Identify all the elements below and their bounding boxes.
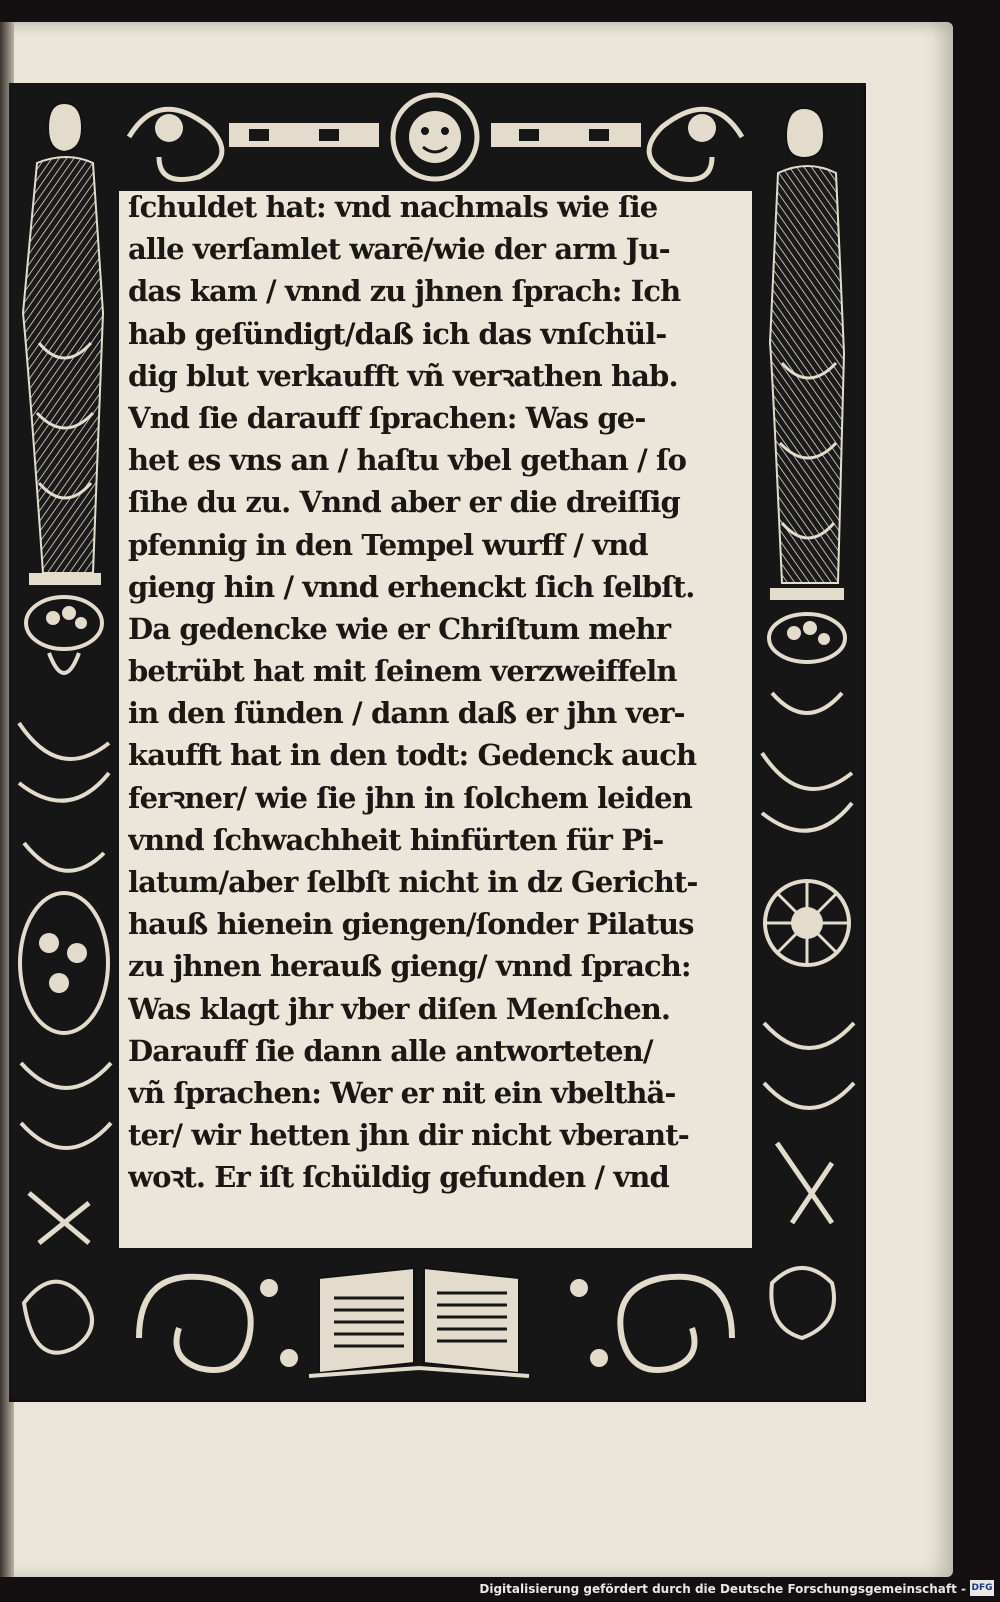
- text-line: hauß hienein giengen/ſonder Pilatus: [128, 907, 694, 942]
- text-line: het es vns an / haſtu vbel gethan / ſo: [128, 443, 687, 478]
- text-line: Da gedencke wie er Chriſtum mehr: [128, 611, 671, 646]
- text-line: gieng hin / vnnd erhenckt ſich ſelbſt.: [128, 569, 695, 604]
- text-line: woꝛt. Er iſt ſchüldig gefunden / vnd: [128, 1160, 669, 1195]
- text-line: alle verſamlet warē/wie der arm Ju-: [128, 232, 670, 267]
- right-border-figure-icon: [752, 83, 862, 1398]
- top-border-sun-face-icon: [119, 83, 752, 191]
- text-line: in den ſünden / dann daß er jhn ver-: [128, 696, 685, 731]
- text-line: betrübt hat mit ſeinem verzweiffeln: [128, 654, 677, 689]
- text-line: vñ ſprachen: Wer er nit ein vbelthä-: [128, 1075, 676, 1110]
- dfg-logo-icon: DFG: [970, 1580, 994, 1596]
- text-line: Was klagt jhr vber diſen Menſchen.: [128, 991, 671, 1026]
- body-text: [128, 186, 743, 1199]
- text-line: ſihe du zu. Vnnd aber er die dreiſſig: [128, 485, 680, 520]
- left-border-figure-icon: [9, 83, 119, 1398]
- text-line: vnnd ſchwachheit hinfürten für Pi-: [128, 822, 664, 857]
- text-line: zu jhnen herauß gieng/ vnnd ſprach:: [128, 949, 691, 984]
- text-line: dig blut verkaufft vñ verꝛathen hab.: [128, 358, 678, 393]
- text-line: ſchuldet hat: vnd nachmals wie ſie: [128, 190, 658, 224]
- text-line: ter/ wir hetten jhn dir nicht vberant-: [128, 1118, 689, 1153]
- text-line: kaufft hat in den todt: Gedenck auch: [128, 738, 697, 773]
- bottom-border-open-book-icon: [119, 1248, 752, 1398]
- footer-credit: Digitalisierung gefördert durch die Deutsche Forschungsgemeinschaft -: [479, 1582, 966, 1596]
- text-line: das kam / vnnd zu jhnen ſprach: Ich: [128, 274, 681, 309]
- text-line: pfennig in den Tempel wurff / vnd: [128, 527, 648, 562]
- text-line: Vnd ſie darauff ſprachen: Was ge-: [128, 400, 646, 435]
- text-line: ferꝛner/ wie ſie jhn in ſolchem leiden: [128, 780, 692, 815]
- text-line: Darauff ſie dann alle antworteten/: [128, 1033, 653, 1068]
- text-line: latum/aber ſelbſt nicht in dz Gericht-: [128, 865, 698, 899]
- text-line: hab geſündigt/daß ich das vnſchül-: [128, 316, 667, 351]
